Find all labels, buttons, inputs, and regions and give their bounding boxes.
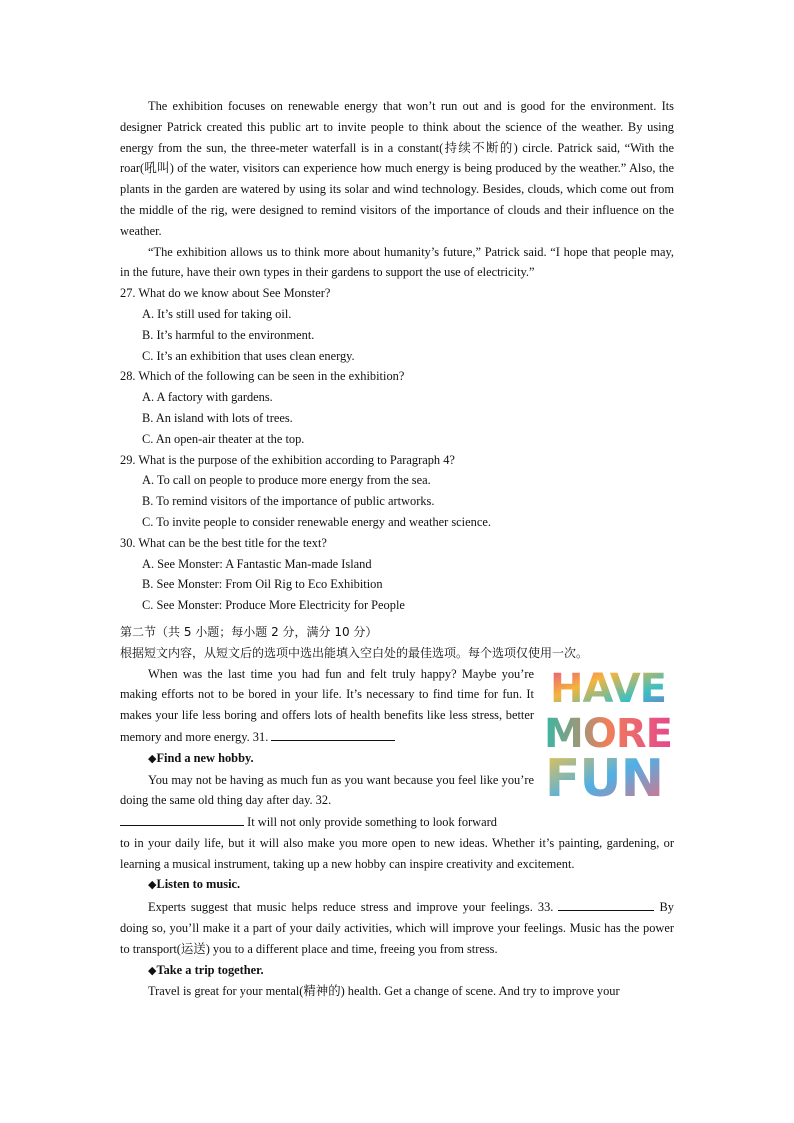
music-text-b: By doing so, you’ll make it a part of your daily activities, which will improve your feelings. Music has the power to transport(运送) you to a different place and time, freeing you from stress. xyxy=(120,900,674,956)
poster-word-have: HAVE xyxy=(550,665,666,712)
heading-take-trip xyxy=(120,960,674,982)
blank-31[interactable] xyxy=(271,726,395,741)
question-29 xyxy=(120,450,674,533)
seven-choose-five-passage xyxy=(120,664,674,875)
poster-word-fun: FUN xyxy=(544,748,664,804)
poster-word-more: MORE xyxy=(544,710,672,757)
option-c[interactable]: C. See Monster: Produce More Electricity for People xyxy=(142,598,405,613)
option-a[interactable]: A. See Monster: A Fantastic Man-made Island xyxy=(142,556,372,571)
music-text-a: Experts suggest that music helps reduce stress and improve your feelings. 33. xyxy=(148,900,554,915)
travel-paragraph: Travel is great for your mental(精神的) health. Get a change of scene. And try to improve your xyxy=(148,984,620,999)
heading-listen-music xyxy=(120,874,674,896)
question-stem: 27. What do we know about See Monster? xyxy=(120,286,331,301)
passage-paragraph-1: The exhibition focuses on renewable energy that won’t run out and is good for the environment. Its designer Patrick created this public art to invite people to think about the science of the weather. By using energy from the sun, the three-meter waterfall is in a constant(持续不断的) circle. Patrick said, “With the roar(吼叫) of the water, visitors can experience how much energy is being produced by the weather.” Also, the plants in the garden are watered by using its solar and wind technology. Besides, clouds, which come out from the middle of the rig, were designed to remind visitors of the importance of clouds and their influence on the weather. xyxy=(120,99,674,238)
heading-find-hobby xyxy=(120,748,534,770)
option-a[interactable]: A. A factory with gardens. xyxy=(142,390,273,405)
music-paragraph xyxy=(120,896,674,959)
section-instruction: 根据短文内容，从短文后的选项中选出能填入空白处的最佳选项。每个选项仅使用一次。 xyxy=(120,645,589,660)
question-27 xyxy=(120,283,674,366)
question-28 xyxy=(120,366,674,449)
hobby-paragraph-b: to in your daily life, but it will also make you more open to new ideas. Whether it’s painting, gardening, or learning a musical instrument, taking up a new hobby can inspire creativity and excitement. xyxy=(120,835,674,871)
hobby-paragraph-a xyxy=(120,770,534,833)
option-c[interactable]: C. It’s an exhibition that uses clean energy. xyxy=(142,348,355,363)
passage-paragraph-2: “The exhibition allows us to think more about humanity’s future,” Patrick said. “I hope that people may, in the future, have their own types in their gardens to support the use of electricity.” xyxy=(120,244,674,280)
option-a[interactable]: A. To call on people to produce more energy from the sea. xyxy=(142,473,431,488)
option-a[interactable]: A. It’s still used for taking oil. xyxy=(142,306,292,321)
question-stem: 28. Which of the following can be seen in the exhibition? xyxy=(120,369,405,384)
blank-33[interactable] xyxy=(558,896,654,911)
heading-text: Take a trip together. xyxy=(156,962,264,977)
intro-text: When was the last time you had fun and felt truly happy? Maybe you’re making efforts not to be bored in your life. It’s necessary to find time for fun. It makes your life less boring and offers lots of health benefits like less stress, better memory and more energy. 31. xyxy=(120,666,534,744)
option-b[interactable]: B. It’s harmful to the environment. xyxy=(142,327,315,342)
question-stem: 29. What is the purpose of the exhibition according to Paragraph 4? xyxy=(120,452,455,467)
content-column xyxy=(120,96,674,1002)
hobby-text-b-start: It will not only provide something to look forward xyxy=(247,815,497,830)
question-stem: 30. What can be the best title for the text? xyxy=(120,535,327,550)
question-30 xyxy=(120,533,674,616)
heading-text: Listen to music. xyxy=(156,877,241,892)
option-c[interactable]: C. An open-air theater at the top. xyxy=(142,431,305,446)
option-b[interactable]: B. An island with lots of trees. xyxy=(142,410,293,425)
section-header: 第二节（共 5 小题；每小题 2 分，满分 10 分） xyxy=(120,624,378,639)
have-more-fun-poster xyxy=(542,664,674,804)
bullet-diamond-icon: ◆ xyxy=(148,878,157,892)
option-c[interactable]: C. To invite people to consider renewable energy and weather science. xyxy=(142,514,491,529)
blank-32[interactable] xyxy=(120,811,244,826)
heading-text: Find a new hobby. xyxy=(156,750,254,765)
option-b[interactable]: B. To remind visitors of the importance of public artworks. xyxy=(142,494,435,509)
option-b[interactable]: B. See Monster: From Oil Rig to Eco Exhibition xyxy=(142,577,383,592)
bullet-diamond-icon: ◆ xyxy=(148,751,157,765)
bullet-diamond-icon: ◆ xyxy=(148,963,157,977)
intro-paragraph xyxy=(120,664,534,748)
hobby-text-a: You may not be having as much fun as you want because you feel like you’re doing the same old thing day after day. 32. xyxy=(120,772,534,808)
